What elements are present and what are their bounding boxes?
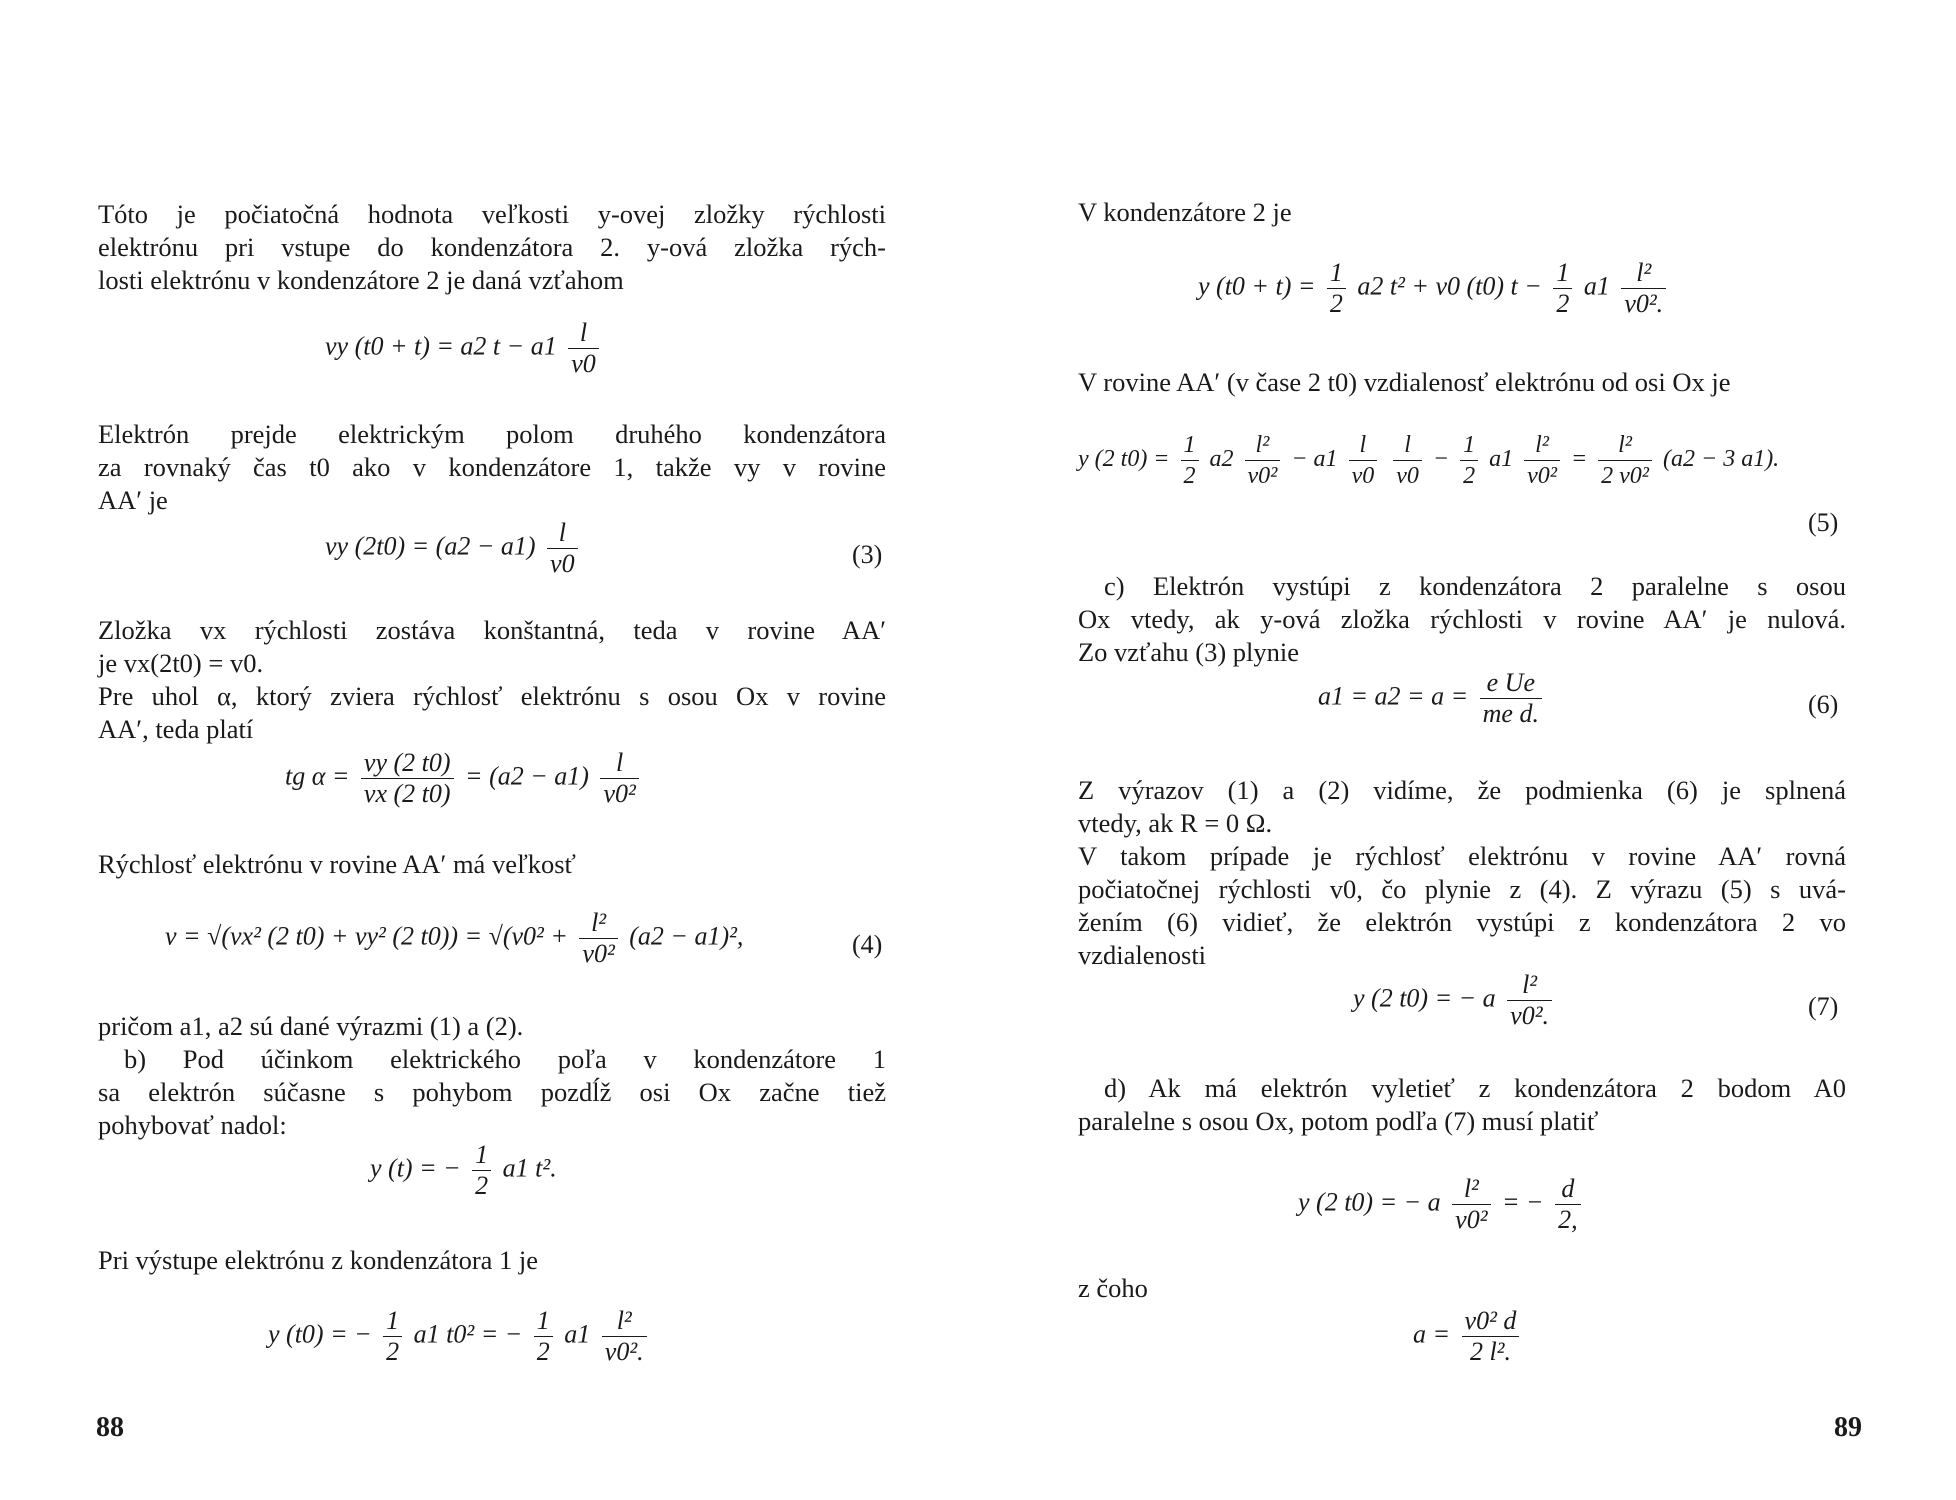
equation-number-4: (4) [852, 930, 883, 959]
equation-d: y (2 t0) = − a $\frac{\text{l²}}{\text{v0²}}$ = − $\frac{d}{2,}$ [1298, 1174, 1586, 1235]
paragraph-2: V rovine AA′ (v čase 2 t0) vzdialenosť elektrónu od osi Ox je [1078, 367, 1731, 397]
equation-y: y (t0 + t) = $\frac{1}{2}$ a2 t² + v0 (t0) t − $\frac{1}{2}$ a1 $\frac{\text{l²}}{\text{v0².}}$ [1198, 258, 1671, 319]
fraction: $\frac{\text{l²}}{\text{v0².}}$ [1621, 258, 1666, 319]
page-number: 89 [1834, 1412, 1862, 1443]
paragraph-3: c) Elektrón vystúpi z kondenzátora 2 paralelne s osou Ox vtedy, ak y-ová zložka rýchlosti v rovine AA′ je nulová. Zo vzťahu (3) plynie [1078, 571, 1846, 667]
paragraph-4: Z výrazov (1) a (2) vidíme, že podmienka (6) je splnená vtedy, ak R = 0 Ω. V takom prípade je rýchlosť elektrónu v rovine AA′ rovná počiatočnej rýchlosti v0, čo plynie z (4). Z výrazu (5) s uvá- žením (6) vidieť, že elektrón vystúpi z kondenzátora 2 vo vzdialenosti [1078, 775, 1846, 970]
fraction: $\frac{1}{2}$ [1327, 258, 1346, 319]
fraction: $\frac{1}{2}$ [1460, 430, 1478, 491]
equation-3: vy (2t0) = (a2 − a1) $\frac{l}{v0}$ [325, 518, 583, 579]
equation-yt0: y (t0) = − $\frac{1}{2}$ a1 t0² = − $\frac{1}{2}$ a1 $\frac{\text{l²}}{\text{v0².}}$ [268, 1306, 652, 1367]
paragraph-1: Tóto je počiatočná hodnota veľkosti y-ovej zložky rýchlosti elektrónu pri vstupe do kondenzátora 2. y-ová zložka rých- losti elektrónu v kondenzátore 2 je daná vzťahom [98, 199, 886, 295]
fraction: $\frac{l}{v0}$ [568, 318, 599, 379]
fraction: $\frac{vy (2 t0)}{vx (2 t0)}$ [361, 748, 454, 809]
fraction: $\frac{1}{2}$ [383, 1306, 402, 1367]
fraction: $\frac{l}{v0}$ [1349, 430, 1378, 491]
fraction: $\frac{\text{l²}}{\text{v0²}}$ [1452, 1174, 1490, 1235]
fraction: $\frac{l}{v0}$ [547, 518, 578, 579]
equation-number-3: (3) [852, 540, 883, 569]
equation-6: a1 = a2 = a = $\frac{\text{e Ue}}{\text{me d.}}$ [1318, 668, 1547, 729]
equation-number-5: (5) [1808, 508, 1839, 537]
fraction: $\frac{\text{l²}}{\text{v0².}}$ [1507, 970, 1552, 1031]
fraction: $\frac{\text{v0² d}}{\text{2 l².}}$ [1462, 1306, 1520, 1367]
paragraph-5: d) Ak má elektrón vyletieť z kondenzátora 2 bodom A0 paralelne s osou Ox, potom podľa (7) musí platiť [1078, 1073, 1846, 1136]
equation-number-6: (6) [1808, 690, 1839, 719]
paragraph-6: z čoho [1078, 1273, 1148, 1303]
equation-a: a = $\frac{\text{v0² d}}{\text{2 l².}}$ [1413, 1306, 1524, 1367]
equation-yt: y (t) = − $\frac{1}{2}$ a1 t². [370, 1140, 557, 1200]
fraction: $\frac{l}{v0}$ [1393, 430, 1422, 491]
page-number: 88 [96, 1412, 124, 1443]
equation-7: y (2 t0) = − a $\frac{\text{l²}}{\text{v0².}}$ [1353, 970, 1557, 1031]
fraction: $\frac{l}{\text{v0²}}$ [600, 748, 638, 809]
paragraph-1: V kondenzátore 2 je [1078, 197, 1292, 227]
fraction: $\frac{1}{2}$ [472, 1140, 491, 1201]
paragraph-2: Elektrón prejde elektrickým polom druhého kondenzátora za rovnaký čas t0 ako v kondenzátore 1, takže vy v rovine AA′ je [98, 419, 886, 515]
equation-number-7: (7) [1808, 992, 1839, 1021]
paragraph-4: Rýchlosť elektrónu v rovine AA′ má veľkosť [98, 849, 576, 879]
fraction: $\frac{\text{e Ue}}{\text{me d.}}$ [1480, 668, 1542, 729]
paragraph-6: Pri výstupe elektrónu z kondenzátora 1 je [98, 1245, 539, 1275]
fraction: $\frac{\text{l²}}{\text{v0²}}$ [1245, 430, 1281, 491]
fraction: $\frac{1}{2}$ [1181, 430, 1199, 491]
fraction: $\frac{\text{l²}}{\text{v0²}}$ [1524, 430, 1560, 491]
fraction: $\frac{d}{2,}$ [1555, 1174, 1581, 1235]
equation-tg: tg α = $\frac{vy (2 t0)}{vx (2 t0)}$ = (a2 − a1) $\frac{l}{\text{v0²}}$ [285, 748, 644, 809]
paragraph-5: pričom a1, a2 sú dané výrazmi (1) a (2). b) Pod účinkom elektrického poľa v kondenzátore 1 sa elektrón súčasne s pohybom pozdĺž osi Ox začne tiež pohybovať nadol: [98, 1011, 886, 1140]
equation-4: v = √(vx² (2 t0) + vy² (2 t0)) = √(v0² + $\frac{\text{l²}}{\text{v0²}}$ (a2 − a1)², [165, 908, 744, 968]
fraction: $\frac{\text{l²}}{\text{v0²}}$ [579, 908, 617, 969]
fraction: $\frac{1}{2}$ [1553, 258, 1572, 319]
right-page [978, 0, 1956, 1500]
fraction: $\frac{\text{l²}}{\text{2 v0²}}$ [1598, 430, 1652, 491]
fraction: $\frac{\text{l²}}{\text{v0².}}$ [602, 1306, 647, 1367]
fraction: $\frac{1}{2}$ [534, 1306, 553, 1367]
equation-5: y (2 t0) = $\frac{1}{2}$ a2 $\frac{\text{l²}}{\text{v0²}}$ − a1 $\frac{l}{v0}$ $\frac{l}{v0}$ − $\frac{1}{2}$ a1 $\frac{\text{l²}}{\text{v0²}}$ = $\frac{\text{l²}}{\text{2 v0²}}$ (a2 − 3 a1). [1078, 432, 1780, 489]
equation-vy: vy (t0 + t) = a2 t − a1 $\frac{l}{v0}$ [325, 318, 604, 379]
paragraph-3: Zložka vx rýchlosti zostáva konštantná, teda v rovine AA′ je vx(2t0) = v0. Pre uhol α, ktorý zviera rýchlosť elektrónu s osou Ox v rovine AA′, teda platí [98, 615, 886, 744]
